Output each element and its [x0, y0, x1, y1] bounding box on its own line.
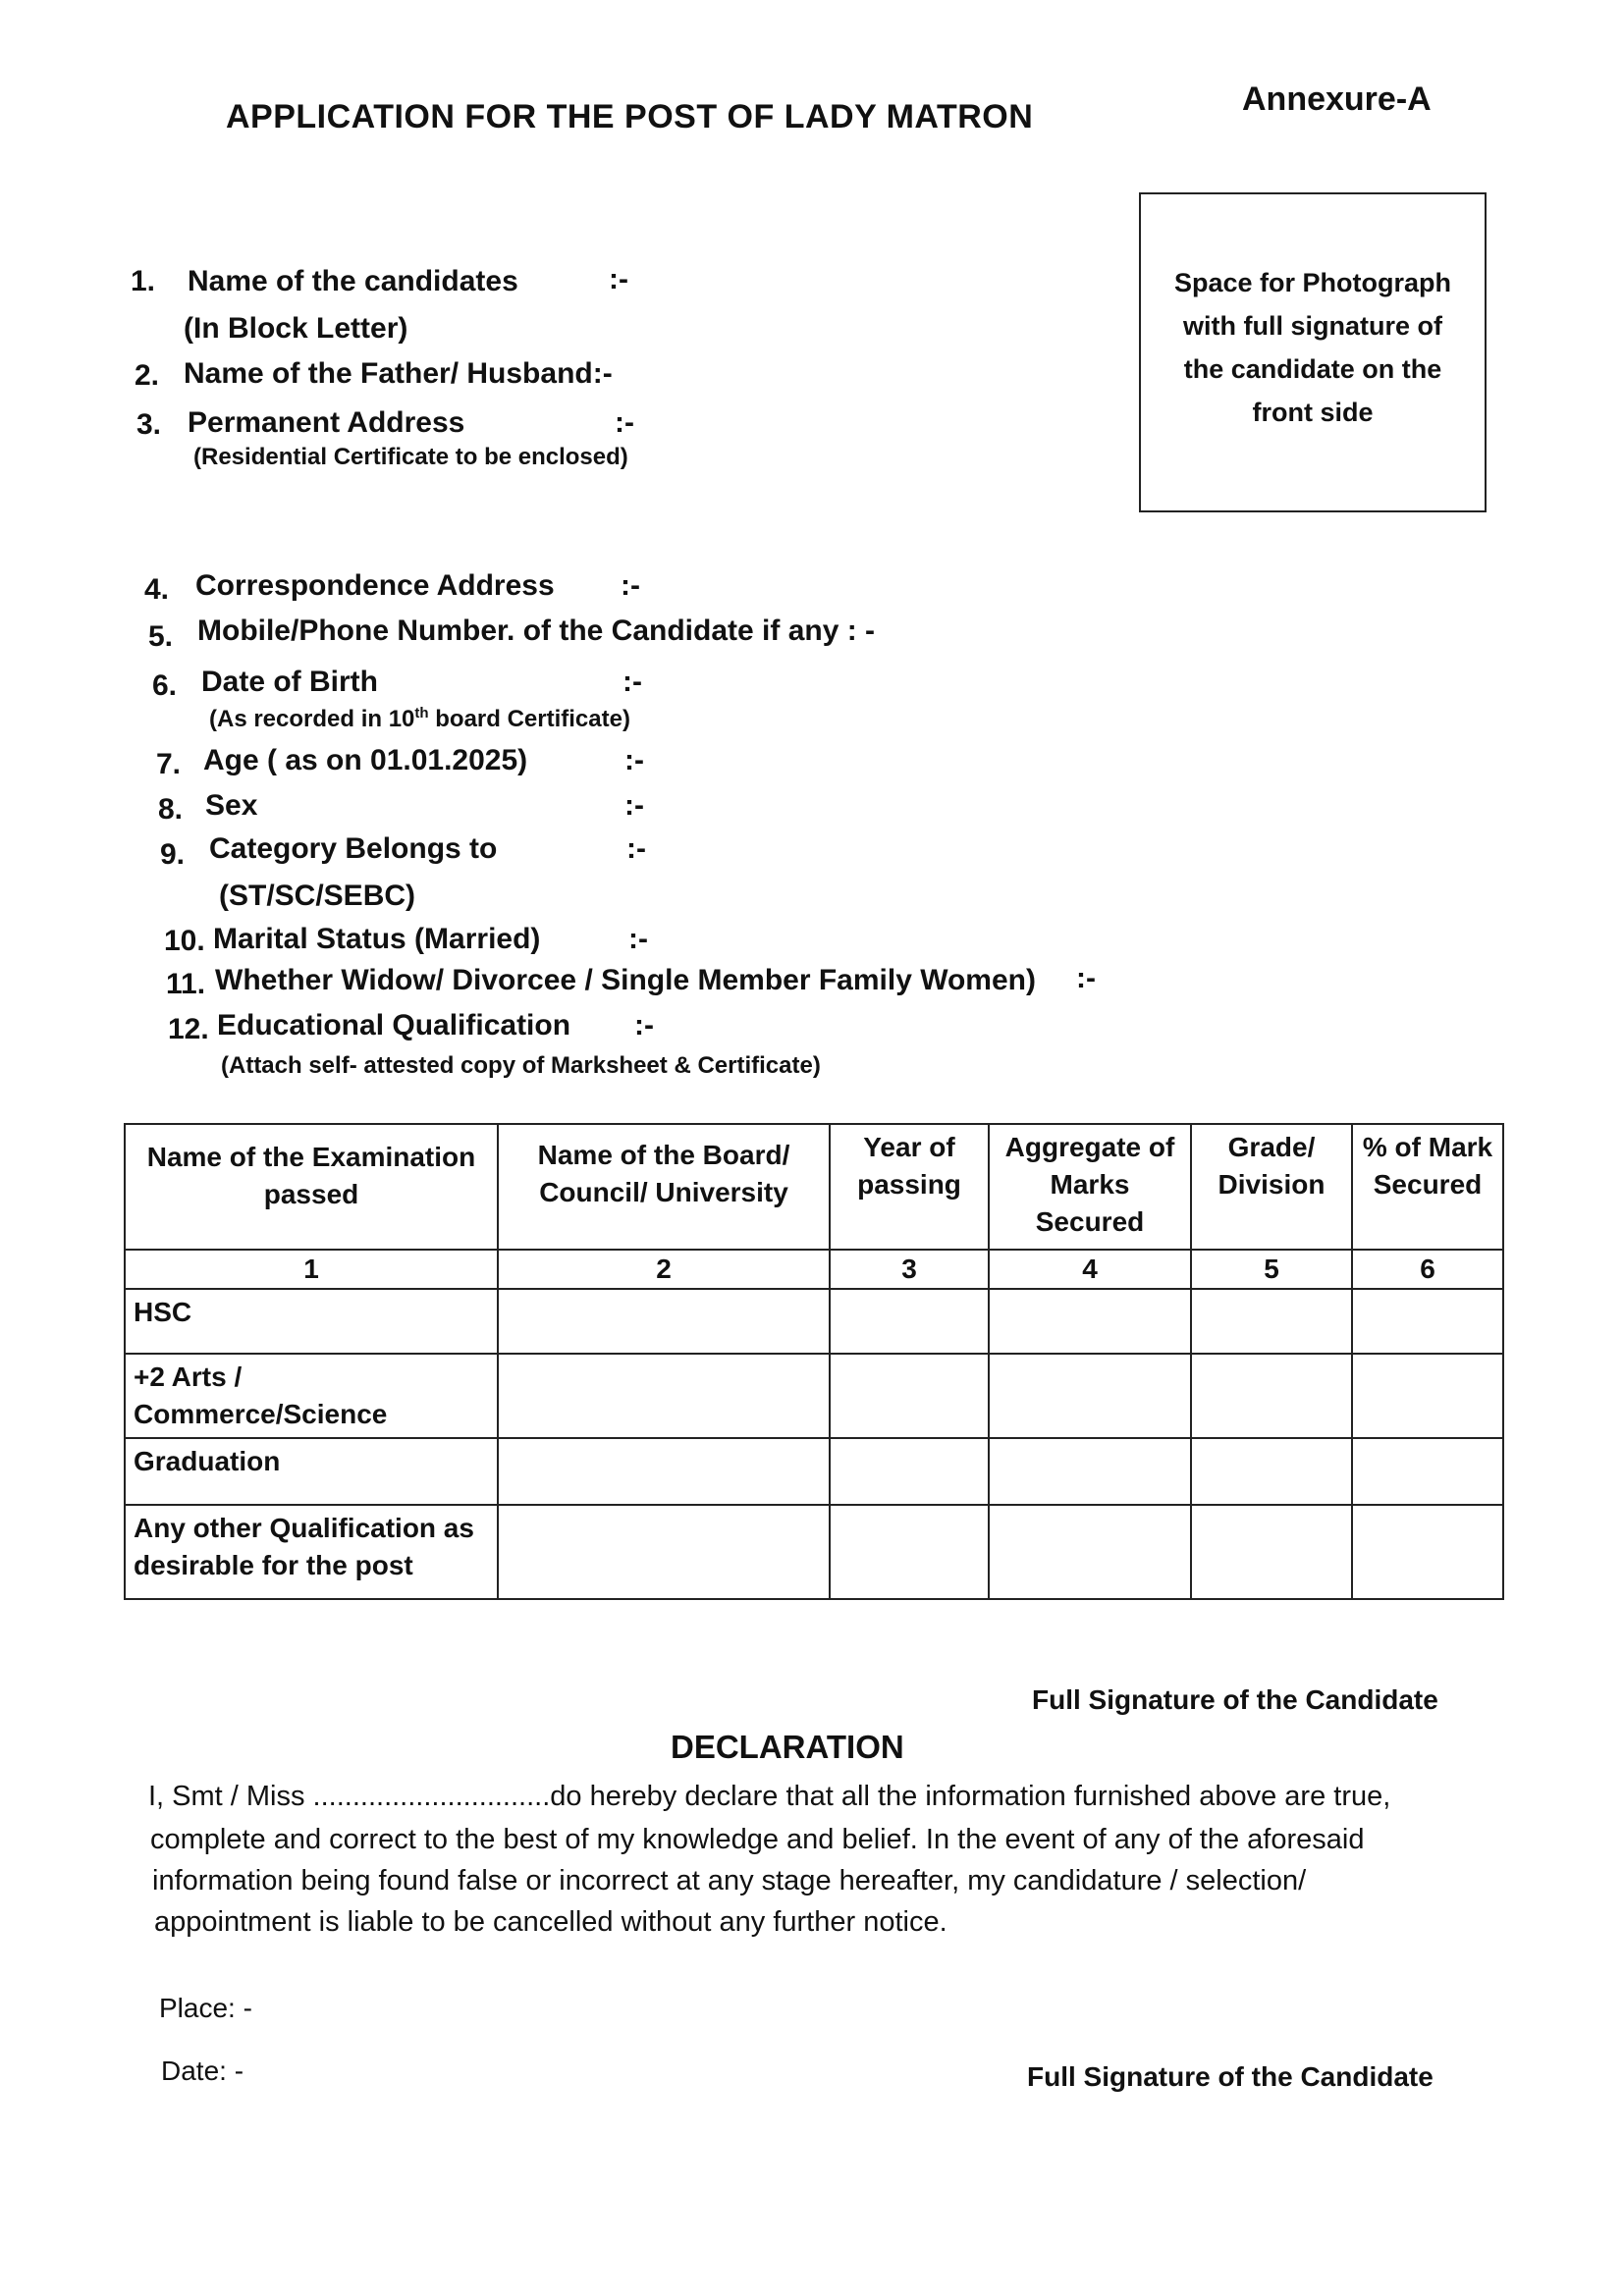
- header-percent: % of Mark Secured: [1352, 1124, 1503, 1250]
- annexure-label: Annexure-A: [1242, 80, 1432, 118]
- field-10-num: 10.: [164, 925, 205, 957]
- photo-instruction: Space for Photograph with full signature of the candidate on the front side: [1173, 268, 1452, 427]
- table-number-row: [125, 1250, 1503, 1289]
- field-correspondence-label: Correspondence Address: [195, 569, 555, 602]
- table-cell[interactable]: [1352, 1505, 1503, 1599]
- field-5-num: 5.: [148, 620, 174, 653]
- row-label-plus2: +2 Arts / Commerce/Science: [125, 1354, 498, 1438]
- table-header-row: [125, 1124, 1503, 1250]
- table-cell[interactable]: [989, 1505, 1191, 1599]
- date-label: Date: -: [161, 2056, 244, 2086]
- field-1-num: 1.: [131, 265, 156, 297]
- field-address-colon: :-: [615, 406, 634, 439]
- field-address-label: Permanent Address: [188, 406, 465, 439]
- table-cell[interactable]: [830, 1505, 989, 1599]
- table-cell[interactable]: [830, 1354, 989, 1438]
- field-8-num: 8.: [158, 793, 184, 826]
- field-dob-colon: :-: [622, 666, 642, 698]
- table-cell[interactable]: [1191, 1438, 1352, 1505]
- row-label-other: Any other Qualification as desirable for the post: [125, 1505, 498, 1599]
- table-row: [125, 1438, 1503, 1505]
- field-6-num: 6.: [152, 669, 178, 702]
- field-sex-label: Sex: [205, 789, 258, 822]
- col-num-2: 2: [498, 1250, 830, 1289]
- footer-signature-label: Full Signature of the Candidate: [1027, 2061, 1434, 2092]
- field-name-label: Name of the candidates: [188, 265, 518, 297]
- field-category-colon: :-: [626, 832, 646, 865]
- field-education-colon: :-: [634, 1009, 654, 1041]
- field-education-label: Educational Qualification: [217, 1009, 571, 1041]
- field-4-num: 4.: [144, 573, 170, 606]
- field-category-label: Category Belongs to: [209, 832, 498, 865]
- table-cell[interactable]: [1352, 1438, 1503, 1505]
- field-name-colon: :-: [609, 263, 628, 295]
- field-marital-colon: :-: [628, 923, 648, 955]
- table-cell[interactable]: [498, 1438, 830, 1505]
- table-cell[interactable]: [498, 1354, 830, 1438]
- declaration-line: complete and correct to the best of my knowledge and belief. In the event of any of the aforesaid: [150, 1824, 1365, 1855]
- table-cell[interactable]: [989, 1438, 1191, 1505]
- header-grade: Grade/ Division: [1191, 1124, 1352, 1250]
- table-cell[interactable]: [1352, 1354, 1503, 1438]
- table-cell[interactable]: [1191, 1354, 1352, 1438]
- col-num-6: 6: [1352, 1250, 1503, 1289]
- row-label-hsc: HSC: [125, 1289, 498, 1354]
- table-cell[interactable]: [1191, 1505, 1352, 1599]
- field-name-note: (In Block Letter): [184, 312, 408, 345]
- field-age-label: Age ( as on 01.01.2025): [203, 744, 528, 776]
- field-3-num: 3.: [136, 408, 162, 441]
- field-2-num: 2.: [135, 359, 160, 392]
- qualification-table: [124, 1123, 1504, 1600]
- field-7-num: 7.: [156, 748, 182, 780]
- field-widow-label: Whether Widow/ Divorcee / Single Member Family Women): [215, 964, 1036, 996]
- table-cell[interactable]: [830, 1438, 989, 1505]
- field-mobile-label: Mobile/Phone Number. of the Candidate if any : -: [197, 614, 876, 647]
- page-title: APPLICATION FOR THE POST OF LADY MATRON: [226, 98, 1034, 135]
- field-age-colon: :-: [624, 744, 644, 776]
- table-cell[interactable]: [498, 1289, 830, 1354]
- table-cell[interactable]: [498, 1505, 830, 1599]
- field-dob-note: (As recorded in 10th board Certificate): [209, 705, 630, 732]
- field-sex-colon: :-: [624, 789, 644, 822]
- header-board: Name of the Board/ Council/ University: [498, 1124, 830, 1250]
- declaration-line: appointment is liable to be cancelled without any further notice.: [154, 1906, 947, 1938]
- col-num-1: 1: [125, 1250, 498, 1289]
- table-cell[interactable]: [989, 1289, 1191, 1354]
- field-address-note: (Residential Certificate to be enclosed): [193, 444, 628, 470]
- row-label-graduation: Graduation: [125, 1438, 498, 1505]
- photo-box: [1139, 192, 1487, 512]
- header-aggregate: Aggregate of Marks Secured: [989, 1124, 1191, 1250]
- field-correspondence-colon: :-: [621, 569, 640, 602]
- field-9-num: 9.: [160, 838, 186, 871]
- declaration-line: information being found false or incorrect at any stage hereafter, my candidature / selection/: [152, 1865, 1307, 1896]
- table-row: [125, 1354, 1503, 1438]
- place-label: Place: -: [159, 1993, 252, 2023]
- col-num-5: 5: [1191, 1250, 1352, 1289]
- table-cell[interactable]: [830, 1289, 989, 1354]
- col-num-3: 3: [830, 1250, 989, 1289]
- field-widow-colon: :-: [1076, 962, 1096, 994]
- declaration-line: I, Smt / Miss ..............................do hereby declare that all the information furnished above are true,: [148, 1781, 1391, 1812]
- header-exam: Name of the Examination passed: [125, 1124, 498, 1250]
- field-marital-label: Marital Status (Married): [213, 923, 541, 955]
- field-11-num: 11.: [166, 968, 206, 1000]
- table-row: [125, 1505, 1503, 1599]
- candidate-signature-label: Full Signature of the Candidate: [1032, 1684, 1438, 1715]
- field-category-note: (ST/SC/SEBC): [219, 880, 416, 912]
- declaration-title: DECLARATION: [671, 1729, 904, 1765]
- table-cell[interactable]: [1191, 1289, 1352, 1354]
- field-12-num: 12.: [168, 1013, 209, 1045]
- table-cell[interactable]: [989, 1354, 1191, 1438]
- field-father-label: Name of the Father/ Husband:-: [184, 357, 613, 390]
- field-dob-label: Date of Birth: [201, 666, 378, 698]
- field-education-note: (Attach self- attested copy of Marksheet & Certificate): [221, 1052, 821, 1079]
- table-cell[interactable]: [1352, 1289, 1503, 1354]
- table-row: [125, 1289, 1503, 1354]
- col-num-4: 4: [989, 1250, 1191, 1289]
- header-year: Year of passing: [830, 1124, 989, 1250]
